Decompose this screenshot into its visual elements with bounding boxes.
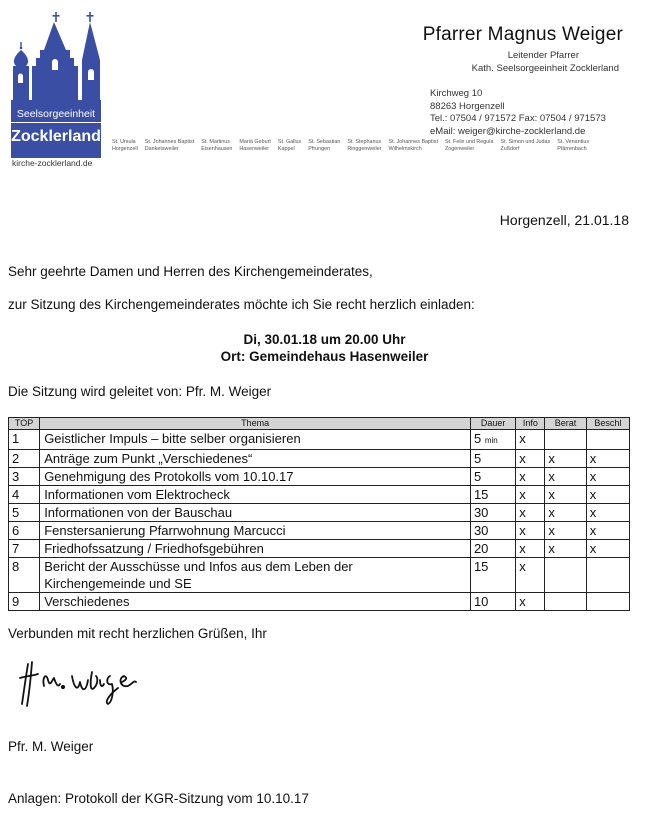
- parish-saint: St. Simon und Judas: [500, 139, 551, 145]
- parish-entry: [347, 139, 381, 153]
- address-street: Kirchweg 10: [430, 88, 483, 99]
- agenda-beschl-mark: [586, 593, 629, 611]
- parish-saint: St. Gallus: [277, 139, 302, 145]
- header-berat: Berat: [545, 418, 586, 430]
- agenda-top-number: 9: [9, 593, 40, 611]
- event-date: Di, 30.01.18 um 20.00 Uhr: [243, 332, 406, 347]
- sender-address: [430, 88, 606, 138]
- agenda-info-mark: x: [516, 540, 545, 558]
- church-logo: [8, 10, 104, 160]
- date-line: Horgenzell, 21.01.18: [499, 212, 629, 228]
- agenda-row: [9, 504, 630, 522]
- parish-place: Pfärrenbach: [557, 146, 587, 152]
- duration-value: 30: [473, 505, 489, 520]
- logo-line1: Seelsorgeeinheit: [16, 108, 96, 120]
- agenda-top-number: 4: [9, 486, 40, 504]
- parish-saint: Mariä Geburt: [239, 139, 271, 145]
- agenda-beschl-mark: [586, 430, 629, 450]
- parish-entry: [445, 139, 494, 153]
- agenda-duration: [470, 522, 515, 540]
- agenda-info-mark: x: [516, 486, 545, 504]
- header-beschl: Beschl: [586, 418, 629, 430]
- agenda-top-number: 1: [9, 430, 40, 450]
- parish-entry: [501, 139, 551, 153]
- duration-value: 5: [473, 451, 482, 466]
- duration-value: 30: [473, 523, 489, 538]
- attachments-line: Anlagen: Protokoll der KGR-Sitzung vom 10.10.17: [8, 791, 309, 806]
- duration-value: 15: [473, 487, 489, 502]
- agenda-topic: Informationen vom Elektrocheck: [40, 486, 471, 504]
- header-top: TOP: [9, 418, 40, 430]
- agenda-duration: [470, 450, 515, 468]
- agenda-duration: [470, 430, 515, 450]
- agenda-beschl-mark: x: [586, 486, 629, 504]
- agenda-beschl-mark: x: [586, 540, 629, 558]
- parish-entry: [308, 139, 340, 153]
- agenda-top-number: 2: [9, 450, 40, 468]
- sender-block: [423, 24, 623, 74]
- agenda-topic: Fenstersanierung Pfarrwohnung Marcucci: [40, 522, 471, 540]
- agenda-topic: Genehmigung des Protokolls vom 10.10.17: [40, 468, 471, 486]
- agenda-duration: [470, 486, 515, 504]
- parish-saint: St. Johannes Baptist: [388, 139, 438, 145]
- parish-saint: St. Martinus: [201, 139, 230, 145]
- parish-saint: St. Venantius: [557, 139, 590, 145]
- address-phone: Tel.: 07504 / 971572 Fax: 07504 / 971573: [430, 113, 606, 124]
- agenda-beschl-mark: x: [586, 522, 629, 540]
- agenda-beschl-mark: x: [586, 468, 629, 486]
- logo-website: kirche-zocklerland.de: [12, 158, 93, 168]
- agenda-row: [9, 468, 630, 486]
- parish-entry: [389, 139, 438, 153]
- agenda-duration: [470, 504, 515, 522]
- parish-entry: [239, 139, 270, 153]
- parish-place: Eisenhausen: [201, 146, 233, 152]
- closing-line: Verbunden mit recht herzlichen Grüßen, Ihr: [8, 626, 267, 641]
- parish-place: Danketsweiler: [144, 146, 179, 152]
- parish-saint: St. Sebastian: [308, 139, 341, 145]
- parish-saint: St. Felix und Regula: [444, 139, 494, 145]
- chair-line: Die Sitzung wird geleitet von: Pfr. M. Weiger: [8, 384, 272, 399]
- parish-entry: [112, 139, 138, 153]
- agenda-top-number: 7: [9, 540, 40, 558]
- agenda-row: [9, 486, 630, 504]
- agenda-beschl-mark: x: [586, 504, 629, 522]
- parish-place: Wilhelmskirch: [388, 146, 422, 152]
- agenda-info-mark: x: [516, 593, 545, 611]
- agenda-duration: [470, 468, 515, 486]
- agenda-berat-mark: x: [545, 468, 586, 486]
- agenda-top-number: 6: [9, 522, 40, 540]
- agenda-info-mark: x: [516, 468, 545, 486]
- agenda-top-number: 3: [9, 468, 40, 486]
- agenda-top-number: 8: [9, 558, 40, 593]
- agenda-berat-mark: x: [545, 450, 586, 468]
- agenda-topic-line: Kirchengemeinde und SE: [44, 576, 192, 591]
- invitation-text: zur Sitzung des Kirchengemeinderates möchte ich Sie recht herzlich einladen:: [8, 297, 475, 312]
- duration-value: 5: [473, 431, 482, 446]
- parish-place: Kappel: [277, 146, 295, 152]
- agenda-duration: [470, 558, 515, 593]
- parish-saint: St. Ursula: [112, 139, 136, 145]
- duration-unit: min: [484, 436, 498, 445]
- handwritten-signature: [18, 658, 148, 710]
- parish-place: Zußdorf: [500, 146, 520, 152]
- agenda-row: [9, 540, 630, 558]
- agenda-info-mark: x: [516, 450, 545, 468]
- agenda-row: [9, 450, 630, 468]
- parish-entry: [557, 139, 589, 153]
- agenda-row: [9, 430, 630, 450]
- agenda-row: [9, 593, 630, 611]
- duration-value: 10: [473, 594, 489, 609]
- event-place: Ort: Gemeindehaus Hasenweiler: [220, 349, 429, 364]
- agenda-row: [9, 558, 630, 593]
- agenda-topic: Informationen von der Bauschau: [40, 504, 471, 522]
- agenda-beschl-mark: [586, 558, 629, 593]
- parish-entry: [201, 139, 232, 153]
- parish-entry: [278, 139, 301, 153]
- parish-place: Pfrungen: [308, 146, 331, 152]
- logo-line2: Zocklerland: [11, 128, 101, 145]
- header-topic: Thema: [40, 418, 471, 430]
- header-duration: Dauer: [470, 418, 515, 430]
- agenda-topic: [40, 558, 471, 593]
- parish-saint: St. Johannes Baptist: [144, 139, 195, 145]
- agenda-header-row: [9, 418, 630, 430]
- parishes-row: [112, 139, 596, 153]
- agenda-berat-mark: [545, 593, 586, 611]
- header-info: Info: [516, 418, 545, 430]
- parish-place: Hasenweiler: [239, 146, 270, 152]
- agenda-berat-mark: [545, 558, 586, 593]
- duration-value: 5: [473, 469, 482, 484]
- agenda-topic: Anträge zum Punkt „Verschiedenes“: [40, 450, 471, 468]
- agenda-topic: Verschiedenes: [40, 593, 471, 611]
- parish-entry: [145, 139, 194, 153]
- parish-saint: St. Stephanus: [347, 139, 382, 145]
- sender-role: Leitender Pfarrer: [507, 50, 579, 61]
- agenda-info-mark: x: [516, 504, 545, 522]
- signer-name: Pfr. M. Weiger: [8, 739, 94, 754]
- parish-place: Ringgenweiler: [347, 146, 382, 152]
- agenda-info-mark: x: [516, 522, 545, 540]
- address-city: 88263 Horgenzell: [430, 100, 505, 112]
- sender-unit: Kath. Seelsorgeeinheit Zocklerland: [471, 63, 619, 74]
- agenda-beschl-mark: x: [586, 450, 629, 468]
- agenda-info-mark: x: [516, 558, 545, 593]
- agenda-info-mark: x: [516, 430, 545, 450]
- agenda-topic-line: Bericht der Ausschüsse und Infos aus dem Leben der: [44, 559, 353, 574]
- agenda-row: [9, 522, 630, 540]
- agenda-duration: [470, 593, 515, 611]
- agenda-table: [8, 417, 630, 611]
- duration-value: 20: [473, 541, 489, 556]
- agenda-top-number: 5: [9, 504, 40, 522]
- agenda-berat-mark: [545, 430, 586, 450]
- agenda-topic: Friedhofssatzung / Friedhofsgebühren: [40, 540, 471, 558]
- duration-value: 15: [473, 559, 489, 574]
- agenda-duration: [470, 540, 515, 558]
- agenda-berat-mark: x: [545, 486, 586, 504]
- parish-place: Zogenweiler: [444, 146, 475, 152]
- agenda-berat-mark: x: [545, 522, 586, 540]
- parish-place: Horgenzell: [112, 146, 138, 152]
- sender-name: Pfarrer Magnus Weiger: [422, 24, 623, 45]
- address-email: eMail: weiger@kirche-zocklerland.de: [430, 125, 586, 137]
- agenda-berat-mark: x: [545, 504, 586, 522]
- salutation: Sehr geehrte Damen und Herren des Kirchengemeinderates,: [8, 264, 373, 279]
- agenda-topic: Geistlicher Impuls – bitte selber organisieren: [40, 430, 471, 450]
- agenda-berat-mark: x: [545, 540, 586, 558]
